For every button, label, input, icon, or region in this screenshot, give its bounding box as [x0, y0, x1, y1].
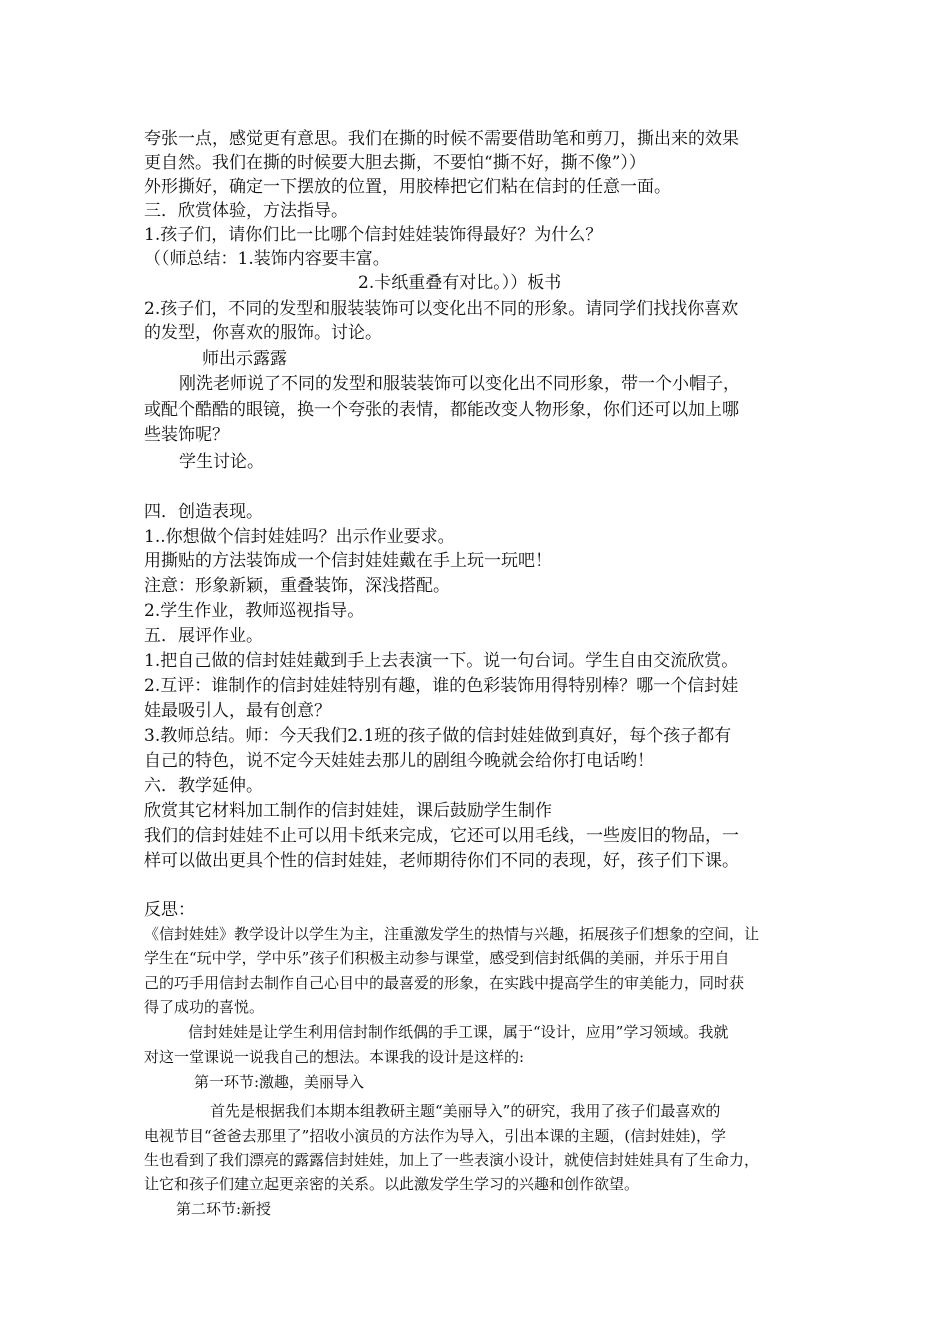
text-line: 自己的特色，说不定今天娃娃去那儿的剧组今晚就会给你打电话哟！	[144, 751, 654, 771]
section-heading: 三．欣赏体验，方法指导。	[144, 201, 348, 221]
text-line: 信封娃娃是让学生利用信封制作纸偶的手工课，属于“设计，应用”学习领域。我就	[188, 1023, 729, 1041]
subsection-heading: 第二环节:新授	[176, 1200, 272, 1218]
section-heading: 四．创造表现。	[144, 502, 263, 522]
text-line: 己的巧手用信封去制作自己心目中的最喜爱的形象，在实践中提高学生的审美能力，同时获	[144, 974, 745, 992]
text-line: 用撕贴的方法装饰成一个信封娃娃戴在手上玩一玩吧！	[144, 551, 552, 571]
section-heading: 五．展评作业。	[144, 626, 263, 646]
text-line: 些装饰呢？	[144, 425, 229, 445]
text-line: 2.卡纸重叠有对比。））板书	[358, 273, 562, 293]
text-line: 1.孩子们，请你们比一比哪个信封娃娃装饰得最好？为什么？	[144, 225, 603, 245]
text-line: 2.互评：谁制作的信封娃娃特别有趣，谁的色彩装饰用得特别棒？哪一个信封娃	[144, 676, 739, 696]
text-line: （（师总结：1.装饰内容要丰富。	[144, 249, 390, 269]
text-line: 让它和孩子们建立起更亲密的关系。以此激发学生学习的兴趣和创作欲望。	[144, 1175, 640, 1193]
text-line: 得了成功的喜悦。	[144, 998, 265, 1016]
text-line: 更自然。我们在撕的时候要大胆去撕，不要怕“撕不好，撕不像”））	[144, 153, 646, 173]
subsection-heading: 第一环节:激趣，美丽导入	[194, 1073, 365, 1091]
text-line: 3.教师总结。师：今天我们2.1班的孩子做的信封娃娃做到真好，每个孩子都有	[144, 726, 732, 746]
text-line: 《信封娃娃》教学设计以学生为主，注重激发学生的热情与兴趣，拓展孩子们想象的空间，让	[144, 925, 760, 943]
text-line: 1..你想做个信封娃娃吗？出示作业要求。	[144, 527, 455, 547]
text-line: 生也看到了我们漂亮的露露信封娃娃，加上了一些表演小设计，就使信封娃娃具有了生命力，	[144, 1151, 760, 1169]
text-line: 夸张一点，感觉更有意思。我们在撕的时候不需要借助笔和剪刀，撕出来的效果	[144, 129, 739, 149]
text-line: 电视节目“爸爸去那里了”招收小演员的方法作为导入，引出本课的主题，(信封娃娃)，学	[144, 1127, 727, 1145]
text-line: 我们的信封娃娃不止可以用卡纸来完成，它还可以用毛线，一些废旧的物品，一	[144, 826, 739, 846]
text-line: 样可以做出更具个性的信封娃娃，老师期待你们不同的表现，好，孩子们下课。	[144, 851, 739, 871]
text-line: 注意：形象新颖，重叠装饰，深浅搭配。	[144, 576, 450, 596]
text-line: 2.学生作业，教师巡视指导。	[144, 601, 365, 621]
text-line: 或配个酷酷的眼镜，换一个夸张的表情，都能改变人物形象，你们还可以加上哪	[144, 400, 739, 420]
section-heading: 六．教学延伸。	[144, 776, 263, 796]
section-heading: 反思：	[144, 900, 195, 920]
text-line: 娃最吸引人，最有创意？	[144, 701, 331, 721]
text-line: 对这一堂课说一说我自己的想法。本课我的设计是这样的:	[144, 1048, 525, 1066]
text-line: 外形撕好，确定一下摆放的位置，用胶棒把它们粘在信封的任意一面。	[144, 177, 671, 197]
text-line: 首先是根据我们本期本组教研主题“美丽导入”的研究，我用了孩子们最喜欢的	[210, 1102, 721, 1120]
text-line: 学生讨论。	[179, 452, 264, 472]
text-line: 的发型，你喜欢的服饰。讨论。	[144, 323, 382, 343]
text-line: 1.把自己做的信封娃娃戴到手上去表演一下。说一句台词。学生自由交流欣赏。	[144, 651, 739, 671]
text-line: 2.孩子们，不同的发型和服装装饰可以变化出不同的形象。请同学们找找你喜欢	[144, 299, 739, 319]
text-line: 刚洗老师说了不同的发型和服装装饰可以变化出不同形象，带一个小帽子，	[179, 374, 740, 394]
text-line: 师出示露露	[202, 349, 287, 369]
text-line: 欣赏其它材料加工制作的信封娃娃，课后鼓励学生制作	[144, 801, 552, 821]
text-line: 学生在“玩中学，学中乐”孩子们积极主动参与课堂，感受到信封纸偶的美丽，并乐于用自	[144, 949, 730, 967]
